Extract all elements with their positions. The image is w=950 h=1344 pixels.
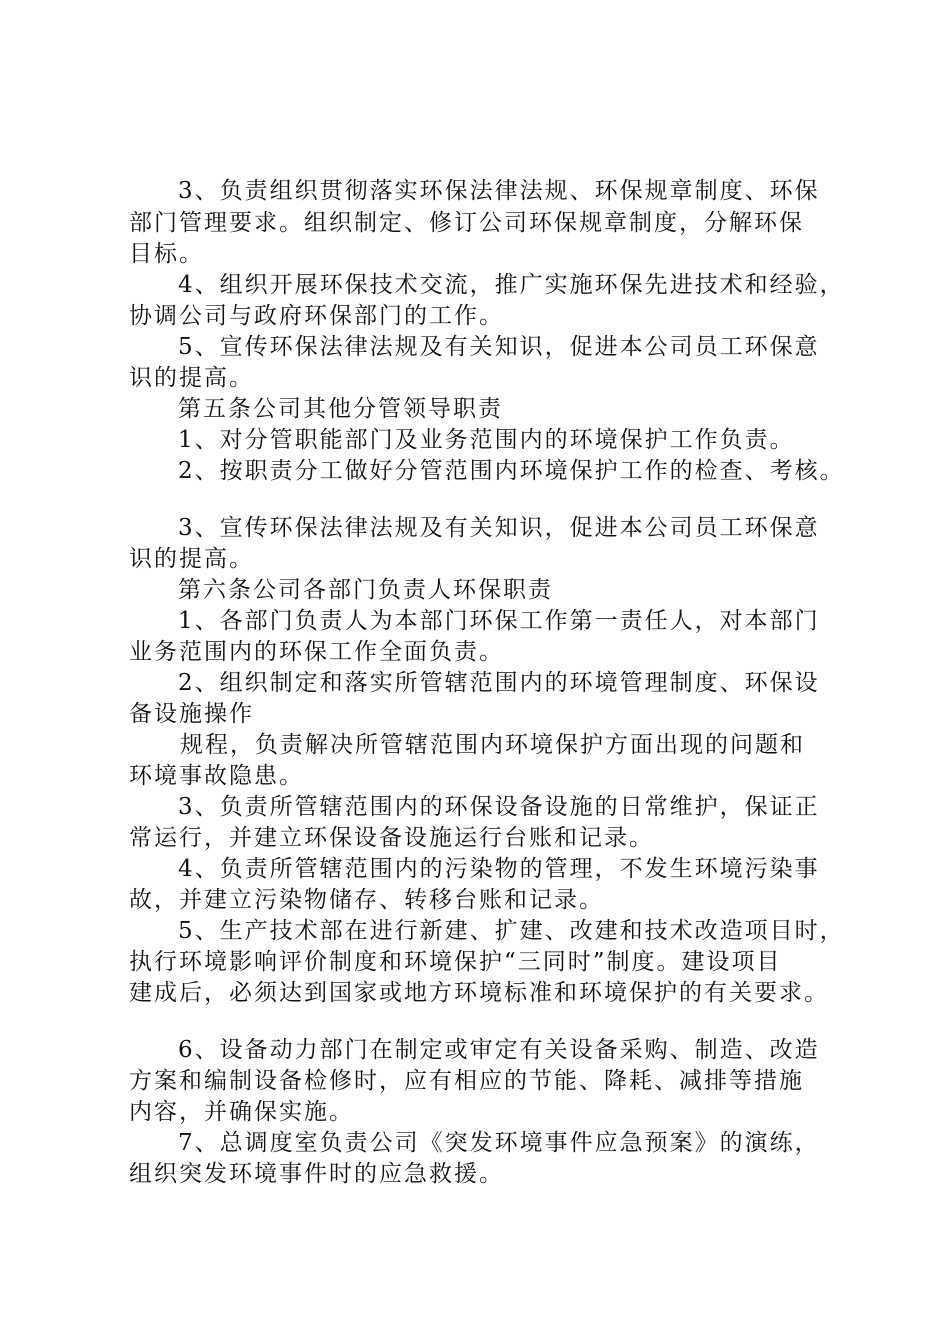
paragraph-line: 4、负责所管辖范围内的污染物的管理，不发生环境污染事 [178, 856, 820, 882]
paragraph-line: 环境事故隐患。 [129, 763, 304, 789]
paragraph-line: 故，并建立污染物储存、转移台账和记录。 [129, 887, 604, 913]
paragraph-line: 方案和编制设备检修时，应有相应的节能、降耗、减排等措施 [129, 1068, 804, 1094]
paragraph-line: 识的提高。 [129, 365, 254, 391]
paragraph-line: 协调公司与政府环保部门的工作。 [129, 303, 504, 329]
paragraph-line: 4、组织开展环保技术交流，推广实施环保先进技术和经验， [178, 272, 845, 298]
paragraph-line: 1、各部门负责人为本部门环保工作第一责任人，对本部门 [178, 608, 820, 634]
paragraph-line: 目标。 [129, 241, 204, 267]
paragraph-line: 建成后，必须达到国家或地方环境标准和环境保护的有关要求。 [129, 980, 829, 1006]
paragraph-line: 1、对分管职能部门及业务范围内的环境保护工作负责。 [178, 427, 795, 453]
section-heading: 第五条公司其他分管领导职责 [178, 396, 503, 422]
paragraph-line: 5、生产技术部在进行新建、扩建、改建和技术改造项目时， [178, 918, 845, 944]
paragraph-line: 执行环境影响评价制度和环境保护“三同时”制度。建设项目 [129, 949, 782, 975]
paragraph-line: 3、负责所管辖范围内的环保设备设施的日常维护，保证正 [178, 794, 820, 820]
paragraph-line: 组织突发环境事件时的应急救援。 [129, 1161, 504, 1187]
paragraph-line: 常运行，并建立环保设备设施运行台账和记录。 [129, 825, 654, 851]
paragraph-line: 5、宣传环保法律法规及有关知识，促进本公司员工环保意 [178, 334, 820, 360]
paragraph-line: 3、负责组织贯彻落实环保法律法规、环保规章制度、环保 [178, 178, 820, 204]
paragraph-line: 2、组织制定和落实所管辖范围内的环境管理制度、环保设 [178, 670, 820, 696]
paragraph-line: 部门管理要求。组织制定、修订公司环保规章制度，分解环保 [129, 210, 804, 236]
paragraph-line: 2、按职责分工做好分管范围内环境保护工作的检查、考核。 [178, 458, 845, 484]
paragraph-line: 备设施操作 [129, 701, 254, 727]
paragraph-line: 内容，并确保实施。 [129, 1099, 354, 1125]
paragraph-line: 6、设备动力部门在制定或审定有关设备采购、制造、改造 [178, 1037, 820, 1063]
paragraph-line: 7、总调度室负责公司《突发环境事件应急预案》的演练， [178, 1130, 820, 1156]
paragraph-line: 业务范围内的环保工作全面负责。 [129, 639, 504, 665]
paragraph-line: 规程，负责解决所管辖范围内环境保护方面出现的问题和 [180, 732, 805, 758]
paragraph-line: 识的提高。 [129, 546, 254, 572]
paragraph-line: 3、宣传环保法律法规及有关知识，促进本公司员工环保意 [178, 515, 820, 541]
section-heading: 第六条公司各部门负责人环保职责 [178, 577, 553, 603]
